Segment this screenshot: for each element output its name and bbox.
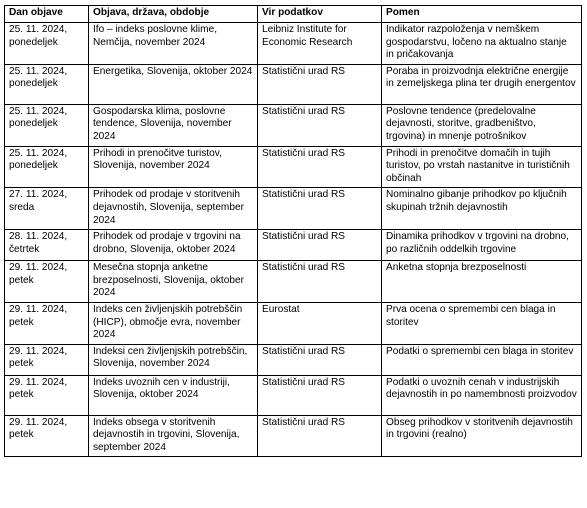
data-source: Statistični urad RS (258, 104, 382, 146)
release-title: Ifo – indeks poslovne klime, Nemčija, november 2024 (89, 23, 258, 65)
release-date-cell (5, 188, 89, 230)
data-source: Statistični urad RS (258, 375, 382, 415)
table-row (5, 344, 582, 375)
release-date-cell (5, 104, 89, 146)
release-weekday: ponedeljek (9, 118, 58, 130)
table-row (5, 261, 582, 303)
table-row (5, 64, 582, 104)
release-date: 29. 11. 2024, (9, 303, 68, 315)
release-meaning: Prva ocena o spremembi cen blaga in storitev (382, 302, 582, 344)
data-source: Statistični urad RS (258, 146, 382, 188)
data-source: Statistični urad RS (258, 261, 382, 303)
header-source: Vir podatkov (258, 6, 382, 23)
release-date: 25. 11. 2024, (9, 24, 68, 35)
release-date-cell (5, 146, 89, 188)
data-source: Statistični urad RS (258, 344, 382, 375)
table-row (5, 146, 582, 188)
release-date: 25. 11. 2024, (9, 105, 68, 117)
release-title: Prihodek od prodaje v storitvenih dejavnostih, Slovenija, september 2024 (89, 188, 258, 230)
table-row (5, 188, 582, 230)
release-meaning: Prihodi in prenočitve domačih in tujih turistov, po vrstah nastanitve in turističnih občinah (382, 146, 582, 188)
release-date: 28. 11. 2024, (9, 231, 68, 243)
data-source: Leibniz Institute for Economic Research (258, 23, 382, 65)
release-meaning: Podatki o spremembi cen blaga in storitev (382, 344, 582, 375)
release-meaning: Podatki o uvoznih cenah v industrijskih dejavnostih in po namembnosti proizvodov (382, 375, 582, 415)
release-date: 27. 11. 2024, (9, 189, 68, 201)
data-source: Statistični urad RS (258, 188, 382, 230)
release-date-cell (5, 230, 89, 261)
release-date: 25. 11. 2024, (9, 65, 68, 77)
release-date-cell (5, 64, 89, 104)
release-weekday: sreda (9, 201, 35, 213)
release-date-cell (5, 23, 89, 65)
release-date: 29. 11. 2024, (9, 376, 68, 388)
table-row (5, 415, 582, 457)
release-weekday: petek (9, 389, 34, 401)
release-date: 29. 11. 2024, (9, 416, 68, 428)
release-date-cell (5, 415, 89, 457)
release-weekday: ponedeljek (9, 78, 58, 90)
table-header (5, 6, 582, 23)
release-title: Prihodi in prenočitve turistov, Slovenija, november 2024 (89, 146, 258, 188)
header-title: Objava, država, obdobje (89, 6, 258, 23)
table-row (5, 302, 582, 344)
release-date-cell (5, 344, 89, 375)
release-weekday: petek (9, 358, 34, 370)
header-row (5, 6, 582, 23)
release-meaning: Poraba in proizvodnja električne energije in zemeljskega plina ter drugih energentov (382, 64, 582, 104)
release-title: Mesečna stopnja anketne brezposelnosti, Slovenija, oktober 2024 (89, 261, 258, 303)
release-weekday: petek (9, 429, 34, 441)
release-title: Indeksi cen življenjskih potrebščin, Slovenija, november 2024 (89, 344, 258, 375)
release-weekday: petek (9, 316, 34, 328)
data-source: Eurostat (258, 302, 382, 344)
header-date: Dan objave (5, 6, 89, 23)
release-title: Indeks obsega v storitvenih dejavnostih in trgovini, Slovenija, september 2024 (89, 415, 258, 457)
release-date-cell (5, 302, 89, 344)
release-date: 25. 11. 2024, (9, 147, 68, 159)
release-date-cell (5, 261, 89, 303)
release-date: 29. 11. 2024, (9, 345, 68, 357)
release-weekday: ponedeljek (9, 36, 58, 48)
table-row (5, 104, 582, 146)
table-row (5, 375, 582, 415)
release-weekday: četrtek (9, 243, 40, 255)
data-source: Statistični urad RS (258, 415, 382, 457)
data-source: Statistični urad RS (258, 64, 382, 104)
release-title: Prihodek od prodaje v trgovini na drobno, Slovenija, oktober 2024 (89, 230, 258, 261)
release-meaning: Poslovne tendence (predelovalne dejavnosti, storitve, gradbeništvo, trgovina) in mnenje potrošnikov (382, 104, 582, 146)
data-source: Statistični urad RS (258, 230, 382, 261)
release-meaning: Dinamika prihodkov v trgovini na drobno, po različnih oddelkih trgovine (382, 230, 582, 261)
table-row (5, 230, 582, 261)
release-title: Indeks cen življenjskih potrebščin (HICP), območje evra, november 2024 (89, 302, 258, 344)
release-title: Indeks uvoznih cen v industriji, Slovenija, oktober 2024 (89, 375, 258, 415)
release-date-cell (5, 375, 89, 415)
release-meaning: Indikator razpoloženja v nemškem gospodarstvu, ločeno na aktualno stanje in pričakovanja (382, 23, 582, 65)
release-meaning: Anketna stopnja brezposelnosti (382, 261, 582, 303)
table-row (5, 23, 582, 65)
table-body (5, 23, 582, 457)
release-title: Gospodarska klima, poslovne tendence, Slovenija, november 2024 (89, 104, 258, 146)
release-calendar-table (4, 5, 582, 457)
release-date: 29. 11. 2024, (9, 262, 68, 274)
release-meaning: Nominalno gibanje prihodkov po ključnih skupinah tržnih dejavnostih (382, 188, 582, 230)
release-meaning: Obseg prihodkov v storitvenih dejavnostih in trgovini (realno) (382, 415, 582, 457)
release-title: Energetika, Slovenija, oktober 2024 (89, 64, 258, 104)
release-weekday: petek (9, 274, 34, 286)
release-weekday: ponedeljek (9, 160, 58, 172)
header-meaning: Pomen (382, 6, 582, 23)
